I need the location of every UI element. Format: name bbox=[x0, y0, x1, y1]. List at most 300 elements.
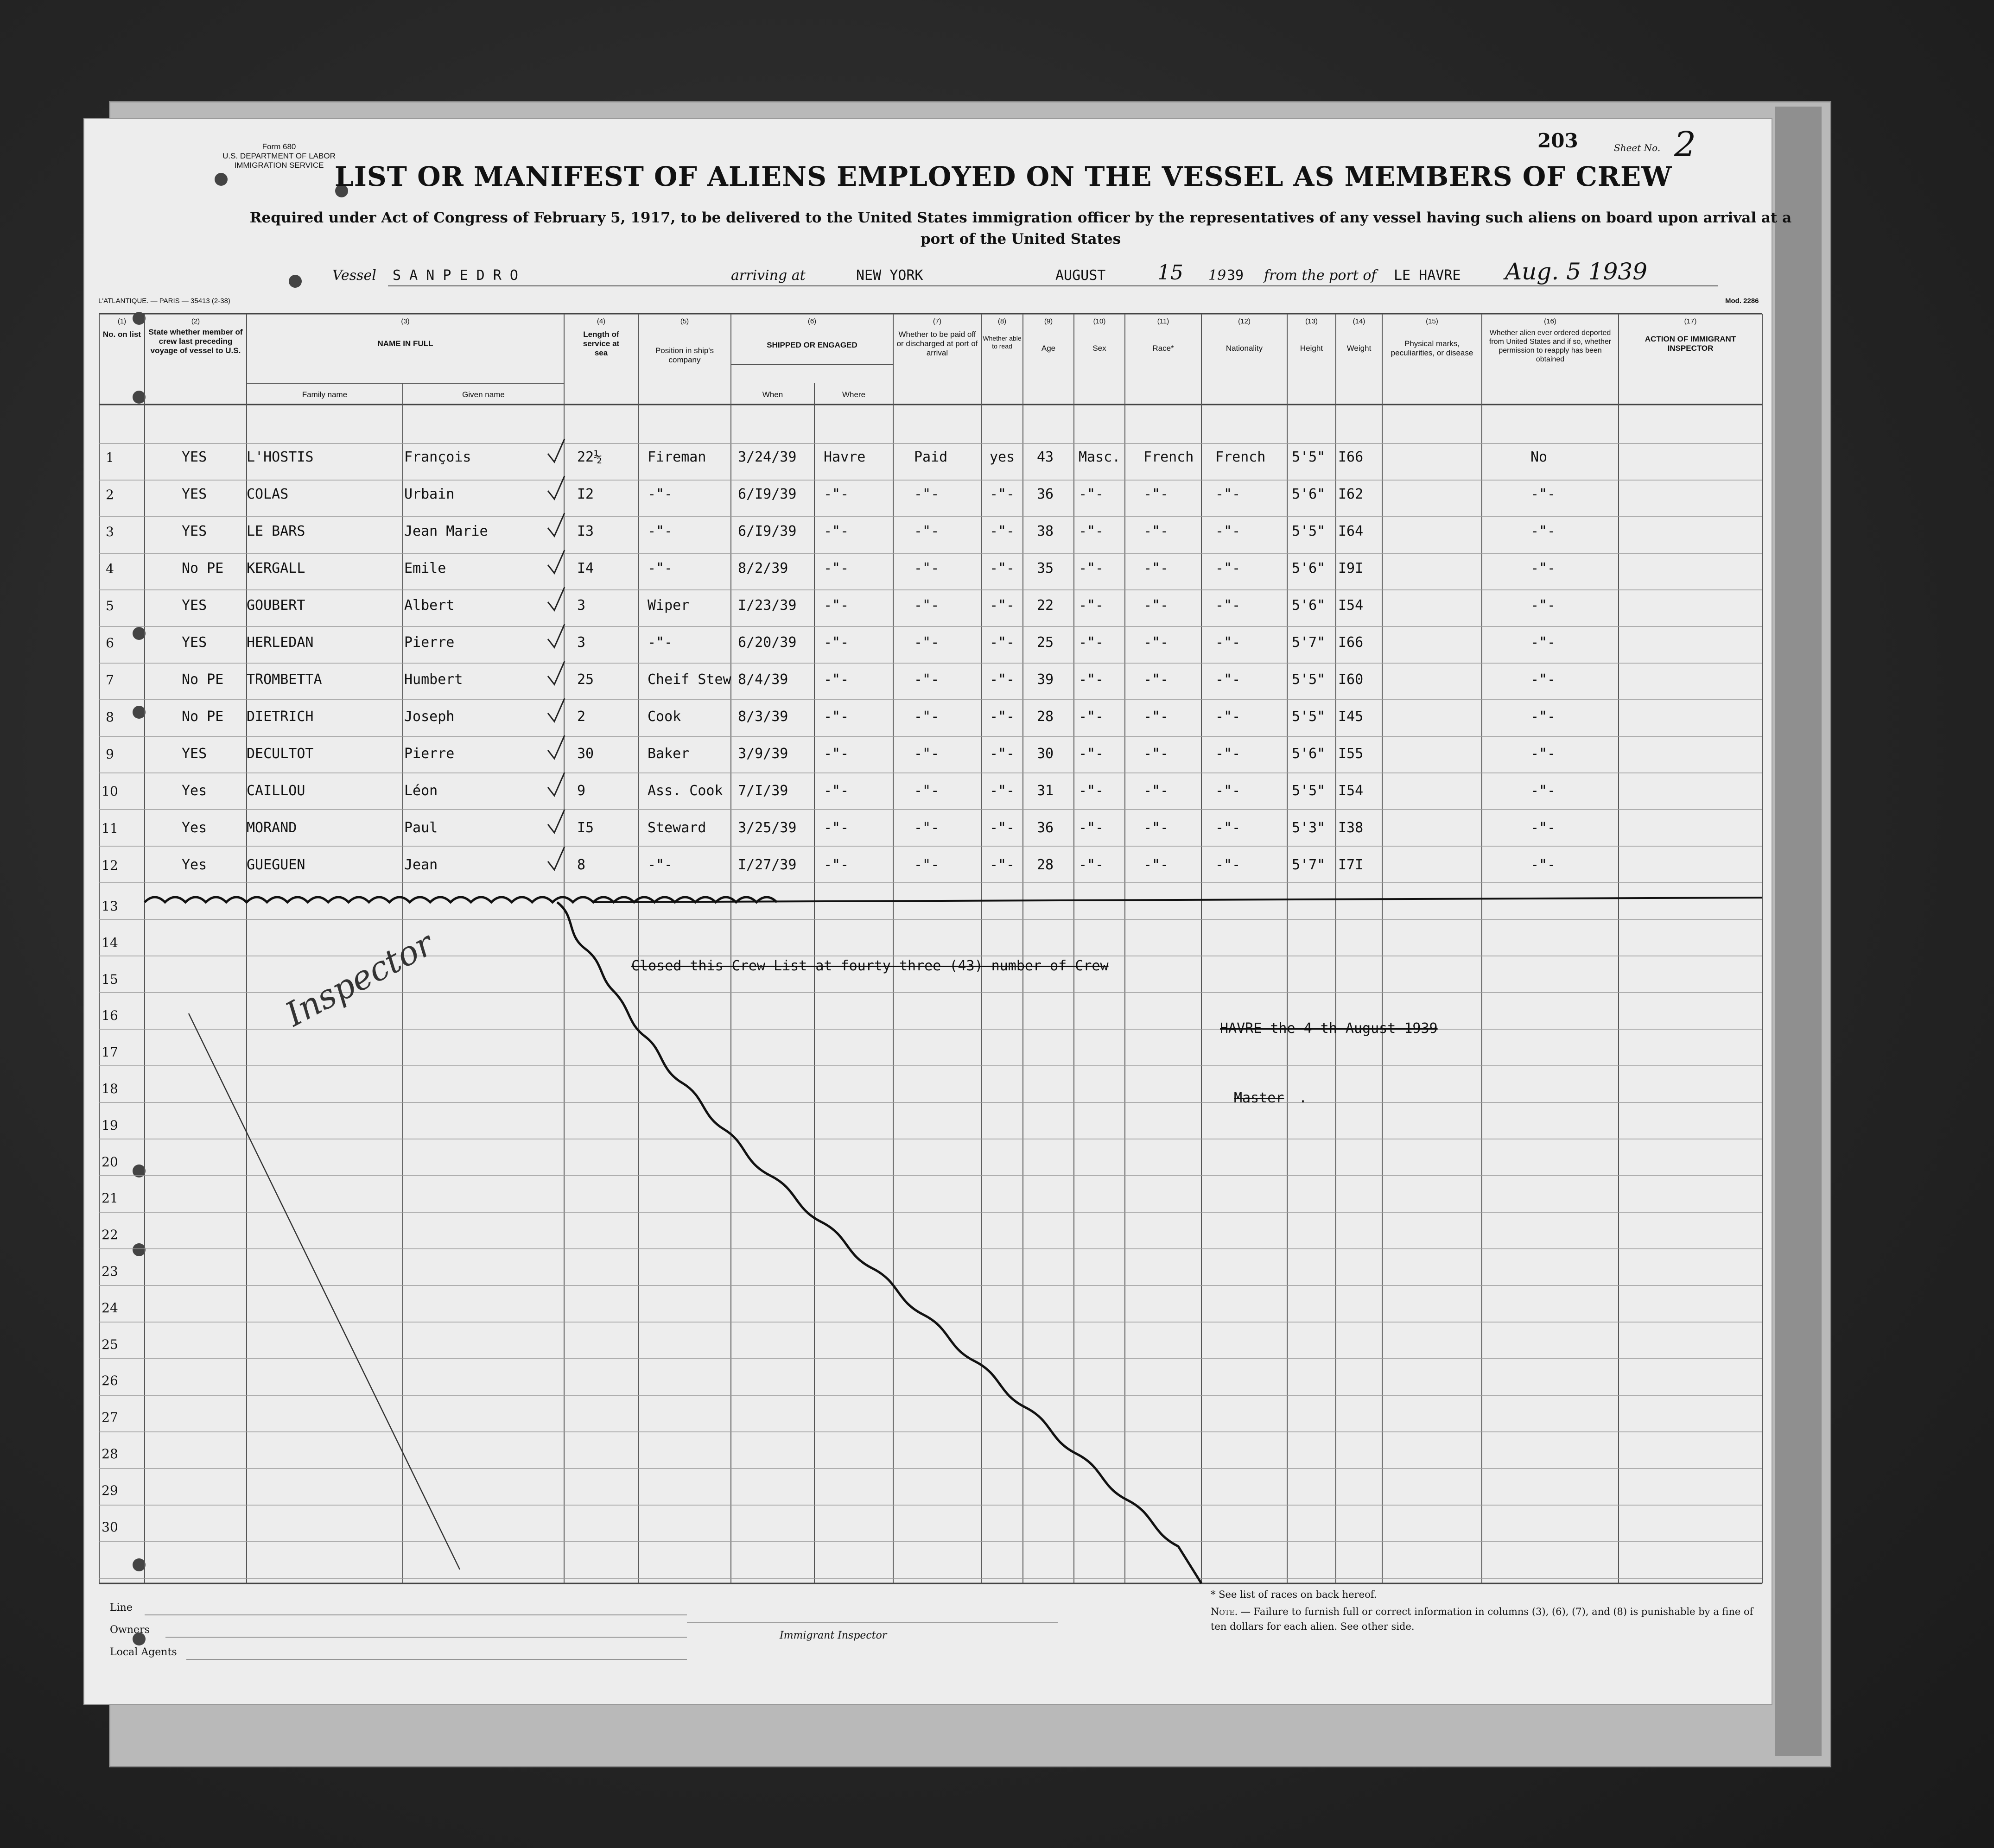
race-cell: -"- bbox=[1143, 597, 1169, 614]
arriving-label: arriving at bbox=[731, 267, 806, 284]
from-port: LE HAVRE bbox=[1394, 267, 1461, 284]
shipped-when-cell: 6/I9/39 bbox=[738, 486, 797, 502]
position-cell: Cheif Stew bbox=[648, 671, 731, 688]
handwritten-date: Aug. 5 1939 bbox=[1505, 258, 1648, 285]
race-cell: -"- bbox=[1143, 709, 1169, 725]
sheet-number-label: Sheet No. bbox=[1614, 142, 1661, 153]
col-14-header: Weight bbox=[1346, 344, 1372, 353]
col-14-number: (14) bbox=[1353, 317, 1365, 325]
service-length-cell: I3 bbox=[577, 523, 594, 539]
shipped-when-cell: 3/9/39 bbox=[738, 746, 788, 762]
paid-off-cell: -"- bbox=[914, 486, 940, 502]
column-headers bbox=[99, 314, 1754, 405]
able-to-read-cell: yes bbox=[990, 449, 1015, 465]
row-number: 22 bbox=[102, 1227, 118, 1243]
deported-cell: -"- bbox=[1530, 857, 1556, 873]
race-cell: -"- bbox=[1143, 523, 1169, 539]
age-cell: 28 bbox=[1037, 709, 1054, 725]
col-9-header: Age bbox=[1041, 344, 1056, 353]
paid-off-cell: -"- bbox=[914, 820, 940, 836]
nationality-cell: -"- bbox=[1215, 597, 1241, 614]
col-1-number: (1) bbox=[117, 317, 127, 325]
subtitle-line-2: port of the United States bbox=[920, 231, 1121, 247]
pencil-line bbox=[189, 1013, 460, 1570]
row-number: 18 bbox=[102, 1081, 118, 1096]
previous-voyage-cell: YES bbox=[182, 634, 207, 651]
check-mark-icon bbox=[548, 624, 565, 647]
deported-cell: -"- bbox=[1530, 746, 1556, 762]
given-name-cell: Jean Marie bbox=[404, 523, 488, 539]
col-10-number: (10) bbox=[1093, 317, 1106, 325]
shipped-when-cell: 8/2/39 bbox=[738, 560, 788, 576]
note-body: — Failure to furnish full or correct information in columns (3), (6), (7), and (8) is punishable by a fine of ten dollars for each alien. See other side. bbox=[1211, 1606, 1753, 1632]
age-cell: 28 bbox=[1037, 857, 1054, 873]
position-cell: -"- bbox=[648, 523, 673, 539]
nationality-cell: -"- bbox=[1215, 523, 1241, 539]
col-3a-header: Family name bbox=[302, 390, 348, 399]
able-to-read-cell: -"- bbox=[990, 671, 1015, 688]
col-7-number: (7) bbox=[933, 317, 942, 325]
height-cell: 5'5" bbox=[1292, 783, 1326, 799]
vessel-label: Vessel bbox=[332, 267, 376, 284]
penalty-note bbox=[1211, 1604, 1767, 1634]
sex-cell: -"- bbox=[1079, 597, 1104, 614]
shipped-when-cell: 8/4/39 bbox=[738, 671, 788, 688]
check-mark-icon bbox=[548, 847, 565, 870]
row-number: 11 bbox=[102, 821, 118, 836]
wavy-diagonal-line bbox=[557, 902, 1201, 1583]
row-number: 5 bbox=[106, 598, 114, 614]
race-cell: -"- bbox=[1143, 746, 1169, 762]
race-cell: French bbox=[1143, 449, 1194, 465]
col-3-header: NAME IN FULL bbox=[377, 339, 433, 348]
nationality-cell: -"- bbox=[1215, 486, 1241, 502]
row-number: 13 bbox=[102, 899, 118, 914]
service-length-cell: 3 bbox=[577, 597, 586, 614]
weight-cell: I9I bbox=[1338, 560, 1364, 576]
given-name-cell: Urbain bbox=[404, 486, 455, 502]
deported-cell: -"- bbox=[1530, 597, 1556, 614]
position-cell: Fireman bbox=[648, 449, 706, 465]
row-number: 25 bbox=[102, 1336, 118, 1352]
service-name: IMMIGRATION SERVICE bbox=[234, 161, 324, 170]
position-cell: Wiper bbox=[648, 597, 690, 614]
shipped-when-cell: 8/3/39 bbox=[738, 709, 788, 725]
subtitle-line-1: Required under Act of Congress of February 5, 1917, to be delivered to the United States immigration officer by the representatives of any vessel having such aliens on board upon arrival at a bbox=[249, 209, 1792, 226]
shipped-where-cell: -"- bbox=[824, 523, 849, 539]
col-12-header: Nationality bbox=[1226, 344, 1263, 353]
row-number: 28 bbox=[102, 1446, 118, 1462]
paid-off-cell: -"- bbox=[914, 523, 940, 539]
position-cell: Steward bbox=[648, 820, 706, 836]
check-mark-icon bbox=[548, 735, 565, 759]
sex-cell: -"- bbox=[1079, 709, 1104, 725]
nationality-cell: -"- bbox=[1215, 560, 1241, 576]
family-name-cell: GOUBERT bbox=[247, 597, 305, 614]
nationality-cell: -"- bbox=[1215, 709, 1241, 725]
row-number: 10 bbox=[102, 784, 118, 799]
row-number: 26 bbox=[102, 1373, 118, 1389]
sex-cell: -"- bbox=[1079, 671, 1104, 688]
check-mark-icon bbox=[548, 810, 565, 833]
check-mark-icon bbox=[548, 698, 565, 721]
race-cell: -"- bbox=[1143, 560, 1169, 576]
shipped-where-cell: Havre bbox=[824, 449, 866, 465]
shipped-when-cell: 6/I9/39 bbox=[738, 523, 797, 539]
row-number: 17 bbox=[102, 1044, 118, 1060]
row-number: 7 bbox=[106, 672, 114, 688]
family-name-cell: DECULTOT bbox=[247, 746, 314, 762]
given-name-cell: Paul bbox=[404, 820, 438, 836]
row-number: 8 bbox=[106, 709, 114, 725]
sheet-number: 2 bbox=[1674, 125, 1696, 165]
shipped-where-cell: -"- bbox=[824, 671, 849, 688]
weight-cell: I66 bbox=[1338, 449, 1364, 465]
position-cell: -"- bbox=[648, 560, 673, 576]
given-name-cell: François bbox=[404, 449, 471, 465]
service-length-cell: 30 bbox=[577, 746, 594, 762]
able-to-read-cell: -"- bbox=[990, 709, 1015, 725]
height-cell: 5'5" bbox=[1292, 523, 1326, 539]
sex-cell: -"- bbox=[1079, 523, 1104, 539]
weight-cell: I45 bbox=[1338, 709, 1364, 725]
height-cell: 5'5" bbox=[1292, 709, 1326, 725]
service-length-cell: I2 bbox=[577, 486, 594, 502]
year-prefix: 19 bbox=[1208, 267, 1226, 284]
deported-cell: -"- bbox=[1530, 671, 1556, 688]
weight-cell: I62 bbox=[1338, 486, 1364, 502]
sex-cell: -"- bbox=[1079, 746, 1104, 762]
nationality-cell: -"- bbox=[1215, 746, 1241, 762]
previous-voyage-cell: No PE bbox=[182, 671, 224, 688]
shipped-when-cell: 6/20/39 bbox=[738, 634, 797, 651]
col-5-number: (5) bbox=[680, 317, 689, 325]
height-cell: 5'7" bbox=[1292, 634, 1326, 651]
col-6-number: (6) bbox=[807, 317, 817, 325]
row-number: 9 bbox=[106, 747, 114, 762]
col-13-number: (13) bbox=[1305, 317, 1318, 325]
deported-cell: -"- bbox=[1530, 523, 1556, 539]
deported-cell: No bbox=[1530, 449, 1548, 465]
service-length-cell: I5 bbox=[577, 820, 594, 836]
col-6a-header: When bbox=[762, 390, 783, 399]
family-name-cell: TROMBETTA bbox=[247, 671, 322, 688]
service-length-cell: 3 bbox=[577, 634, 586, 651]
weight-cell: I7I bbox=[1338, 857, 1364, 873]
shipped-where-cell: -"- bbox=[824, 709, 849, 725]
printer-note: L'ATLANTIQUE. — PARIS — 35413 (2-38) bbox=[98, 297, 230, 305]
family-name-cell: COLAS bbox=[247, 486, 289, 502]
previous-voyage-cell: Yes bbox=[182, 820, 207, 836]
position-cell: Ass. Cook bbox=[648, 783, 723, 799]
service-length-cell: 2 bbox=[577, 709, 586, 725]
note-label: Note. bbox=[1211, 1606, 1238, 1617]
row-number: 1 bbox=[106, 450, 114, 465]
given-name-cell: Pierre bbox=[404, 746, 455, 762]
paid-off-cell: -"- bbox=[914, 857, 940, 873]
check-mark-icon bbox=[548, 587, 565, 610]
family-name-cell: GUEGUEN bbox=[247, 857, 305, 873]
row-number: 19 bbox=[102, 1117, 118, 1133]
col-10-header: Sex bbox=[1092, 344, 1106, 353]
row-number: 4 bbox=[106, 561, 114, 576]
paid-off-cell: -"- bbox=[914, 746, 940, 762]
shipped-where-cell: -"- bbox=[824, 486, 849, 502]
age-cell: 38 bbox=[1037, 523, 1054, 539]
master-label: Master bbox=[1234, 1090, 1284, 1106]
able-to-read-cell: -"- bbox=[990, 597, 1015, 614]
height-cell: 5'6" bbox=[1292, 597, 1326, 614]
nationality-cell: -"- bbox=[1215, 634, 1241, 651]
col-6b-header: Where bbox=[842, 390, 866, 399]
weight-cell: I66 bbox=[1338, 634, 1364, 651]
age-cell: 22 bbox=[1037, 597, 1054, 614]
height-cell: 5'7" bbox=[1292, 857, 1326, 873]
service-length-cell: 25 bbox=[577, 671, 594, 688]
col-13-header: Height bbox=[1300, 344, 1323, 353]
shipped-where-cell: -"- bbox=[824, 560, 849, 576]
height-cell: 5'6" bbox=[1292, 560, 1326, 576]
row-number: 16 bbox=[102, 1008, 118, 1024]
previous-voyage-cell: Yes bbox=[182, 857, 207, 873]
family-name-cell: MORAND bbox=[247, 820, 297, 836]
manifest-sheet bbox=[83, 118, 1792, 1705]
given-name-cell: Humbert bbox=[404, 671, 463, 688]
row-number: 30 bbox=[102, 1519, 118, 1535]
shipped-where-cell: -"- bbox=[824, 857, 849, 873]
family-name-cell: KERGALL bbox=[247, 560, 305, 576]
col-4-header: Length of service at sea bbox=[583, 330, 620, 357]
col-11-number: (11) bbox=[1157, 317, 1169, 325]
able-to-read-cell: -"- bbox=[990, 783, 1015, 799]
col-17-number: (17) bbox=[1684, 317, 1697, 325]
deported-cell: -"- bbox=[1530, 709, 1556, 725]
deported-cell: -"- bbox=[1530, 486, 1556, 502]
shipped-when-cell: I/23/39 bbox=[738, 597, 797, 614]
footer-lines bbox=[84, 1602, 1197, 1662]
row-number: 2 bbox=[106, 487, 114, 502]
height-cell: 5'6" bbox=[1292, 746, 1326, 762]
col-3b-header: Given name bbox=[462, 390, 505, 399]
position-cell: -"- bbox=[648, 634, 673, 651]
previous-voyage-cell: No PE bbox=[182, 709, 224, 725]
col-12-number: (12) bbox=[1238, 317, 1251, 325]
position-cell: -"- bbox=[648, 857, 673, 873]
previous-voyage-cell: Yes bbox=[182, 783, 207, 799]
check-mark-icon bbox=[548, 772, 565, 796]
sex-cell: -"- bbox=[1079, 486, 1104, 502]
previous-voyage-cell: YES bbox=[182, 746, 207, 762]
race-cell: -"- bbox=[1143, 486, 1169, 502]
immigrant-inspector-label: Immigrant Inspector bbox=[780, 1630, 887, 1641]
shipped-when-cell: I/27/39 bbox=[738, 857, 797, 873]
age-cell: 30 bbox=[1037, 746, 1054, 762]
family-name-cell: HERLEDAN bbox=[247, 634, 314, 651]
service-length-cell: 9 bbox=[577, 783, 586, 799]
col-8-number: (8) bbox=[997, 317, 1007, 325]
sex-cell: Masc. bbox=[1079, 449, 1121, 465]
col-2-header: State whether member of crew last preceding voyage of vessel to U.S. bbox=[148, 328, 243, 355]
row-number: 21 bbox=[102, 1190, 118, 1206]
nationality-cell: -"- bbox=[1215, 783, 1241, 799]
row-number: 23 bbox=[102, 1264, 118, 1279]
shipped-when-cell: 3/24/39 bbox=[738, 449, 797, 465]
check-mark-icon bbox=[548, 661, 565, 684]
able-to-read-cell: -"- bbox=[990, 746, 1015, 762]
position-cell: Cook bbox=[648, 709, 681, 725]
previous-voyage-cell: YES bbox=[182, 597, 207, 614]
previous-voyage-cell: YES bbox=[182, 449, 207, 465]
races-footnote: * See list of races on back hereof. bbox=[1211, 1589, 1377, 1600]
height-cell: 5'6" bbox=[1292, 486, 1326, 502]
from-label: from the port of bbox=[1264, 267, 1377, 284]
paid-off-cell: -"- bbox=[914, 671, 940, 688]
height-cell: 5'3" bbox=[1292, 820, 1326, 836]
sex-cell: -"- bbox=[1079, 857, 1104, 873]
col-3-number: (3) bbox=[401, 317, 410, 325]
race-cell: -"- bbox=[1143, 783, 1169, 799]
nationality-cell: French bbox=[1215, 449, 1266, 465]
given-name-cell: Jean bbox=[404, 857, 438, 873]
row-number: 27 bbox=[102, 1410, 118, 1425]
row-number: 3 bbox=[106, 524, 114, 539]
shipped-where-cell: -"- bbox=[824, 597, 849, 614]
paid-off-cell: -"- bbox=[914, 709, 940, 725]
backing-sheet-edge bbox=[1775, 107, 1822, 1756]
model-note: Mod. 2286 bbox=[1725, 297, 1759, 305]
given-name-cell: Léon bbox=[404, 783, 438, 799]
page-number: 203 bbox=[1537, 129, 1578, 152]
place-and-date: HAVRE the 4 th August 1939 bbox=[1220, 1020, 1438, 1037]
col-7-header: Whether to be paid off or discharged at port of arrival bbox=[896, 330, 978, 357]
row-number: 29 bbox=[102, 1482, 118, 1498]
row-number: 12 bbox=[102, 858, 118, 873]
deported-cell: -"- bbox=[1530, 634, 1556, 651]
shipped-when-cell: 3/25/39 bbox=[738, 820, 797, 836]
row-number: 15 bbox=[102, 971, 118, 987]
paid-off-cell: -"- bbox=[914, 634, 940, 651]
sex-cell: -"- bbox=[1079, 783, 1104, 799]
page-title: LIST OR MANIFEST OF ALIENS EMPLOYED ON THE VESSEL AS MEMBERS OF CREW bbox=[335, 161, 1672, 192]
family-name-cell: L'HOSTIS bbox=[247, 449, 314, 465]
nationality-cell: -"- bbox=[1215, 857, 1241, 873]
deported-cell: -"- bbox=[1530, 560, 1556, 576]
line-label: Line bbox=[110, 1602, 133, 1614]
col-6-header: SHIPPED OR ENGAGED bbox=[767, 341, 857, 349]
arrival-day: 15 bbox=[1157, 261, 1183, 285]
row-number: 20 bbox=[102, 1154, 118, 1170]
age-cell: 36 bbox=[1037, 820, 1054, 836]
race-cell: -"- bbox=[1143, 820, 1169, 836]
able-to-read-cell: -"- bbox=[990, 523, 1015, 539]
col-17-header: ACTION OF IMMIGRANT INSPECTOR bbox=[1645, 335, 1736, 353]
col-11-header: Race* bbox=[1152, 344, 1174, 353]
able-to-read-cell: -"- bbox=[990, 634, 1015, 651]
col-9-number: (9) bbox=[1044, 317, 1053, 325]
able-to-read-cell: -"- bbox=[990, 857, 1015, 873]
col-15-number: (15) bbox=[1426, 317, 1438, 325]
previous-voyage-cell: YES bbox=[182, 486, 207, 502]
sex-cell: -"- bbox=[1079, 560, 1104, 576]
age-cell: 39 bbox=[1037, 671, 1054, 688]
service-length-cell: I4 bbox=[577, 560, 594, 576]
arrival-year: 39 bbox=[1227, 267, 1244, 284]
given-name-cell: Joseph bbox=[404, 709, 455, 725]
weight-cell: I54 bbox=[1338, 783, 1364, 799]
paid-off-cell: Paid bbox=[914, 449, 948, 465]
owners-label: Owners bbox=[110, 1624, 150, 1636]
race-cell: -"- bbox=[1143, 857, 1169, 873]
nationality-cell: -"- bbox=[1215, 671, 1241, 688]
col-1-header: No. on list bbox=[102, 330, 141, 339]
shipped-where-cell: -"- bbox=[824, 746, 849, 762]
paid-off-cell: -"- bbox=[914, 560, 940, 576]
able-to-read-cell: -"- bbox=[990, 560, 1015, 576]
col-16-header: Whether alien ever ordered deported from United States and if so, whether permission to reapply has been obtained bbox=[1489, 329, 1612, 363]
service-length-cell: 8 bbox=[577, 857, 586, 873]
age-cell: 36 bbox=[1037, 486, 1054, 502]
race-cell: -"- bbox=[1143, 634, 1169, 651]
col-4-number: (4) bbox=[597, 317, 606, 325]
paid-off-cell: -"- bbox=[914, 783, 940, 799]
able-to-read-cell: -"- bbox=[990, 486, 1015, 502]
check-mark-icon bbox=[548, 476, 565, 499]
service-length-cell: 22½ bbox=[577, 449, 603, 465]
age-cell: 31 bbox=[1037, 783, 1054, 799]
col-5-header: Position in ship's company bbox=[655, 346, 714, 364]
given-name-cell: Pierre bbox=[404, 634, 455, 651]
position-cell: Baker bbox=[648, 746, 690, 762]
deported-cell: -"- bbox=[1530, 783, 1556, 799]
col-15-header: Physical marks, peculiarities, or disease bbox=[1391, 339, 1473, 357]
height-cell: 5'5" bbox=[1292, 449, 1326, 465]
row-number: 14 bbox=[102, 935, 118, 950]
weight-cell: I64 bbox=[1338, 523, 1364, 539]
col-16-number: (16) bbox=[1544, 317, 1556, 325]
shipped-where-cell: -"- bbox=[824, 783, 849, 799]
nationality-cell: -"- bbox=[1215, 820, 1241, 836]
family-name-cell: CAILLOU bbox=[247, 783, 305, 799]
weight-cell: I60 bbox=[1338, 671, 1364, 688]
row-number: 24 bbox=[102, 1300, 118, 1316]
closing-statement: Closed this Crew List at fourty three (43) number of Crew bbox=[631, 958, 1109, 974]
position-cell: -"- bbox=[648, 486, 673, 502]
weight-cell: I54 bbox=[1338, 597, 1364, 614]
previous-voyage-cell: YES bbox=[182, 523, 207, 539]
weight-cell: I38 bbox=[1338, 820, 1364, 836]
race-cell: -"- bbox=[1143, 671, 1169, 688]
vessel-name: S A N P E D R O bbox=[393, 267, 518, 284]
shipped-where-cell: -"- bbox=[824, 634, 849, 651]
height-cell: 5'5" bbox=[1292, 671, 1326, 688]
row-number: 6 bbox=[106, 635, 114, 651]
arriving-port: NEW YORK bbox=[856, 267, 923, 284]
family-name-cell: LE BARS bbox=[247, 523, 305, 539]
col-2-number: (2) bbox=[191, 317, 200, 325]
weight-cell: I55 bbox=[1338, 746, 1364, 762]
shipped-where-cell: -"- bbox=[824, 820, 849, 836]
age-cell: 35 bbox=[1037, 560, 1054, 576]
deported-cell: -"- bbox=[1530, 820, 1556, 836]
previous-voyage-cell: No PE bbox=[182, 560, 224, 576]
family-name-cell: DIETRICH bbox=[247, 709, 314, 725]
given-name-cell: Emile bbox=[404, 560, 446, 576]
shipped-when-cell: 7/I/39 bbox=[738, 783, 788, 799]
check-mark-icon bbox=[548, 439, 565, 462]
master-dot: . bbox=[1299, 1090, 1308, 1106]
arrival-month: AUGUST bbox=[1055, 267, 1106, 284]
age-cell: 43 bbox=[1037, 449, 1054, 465]
